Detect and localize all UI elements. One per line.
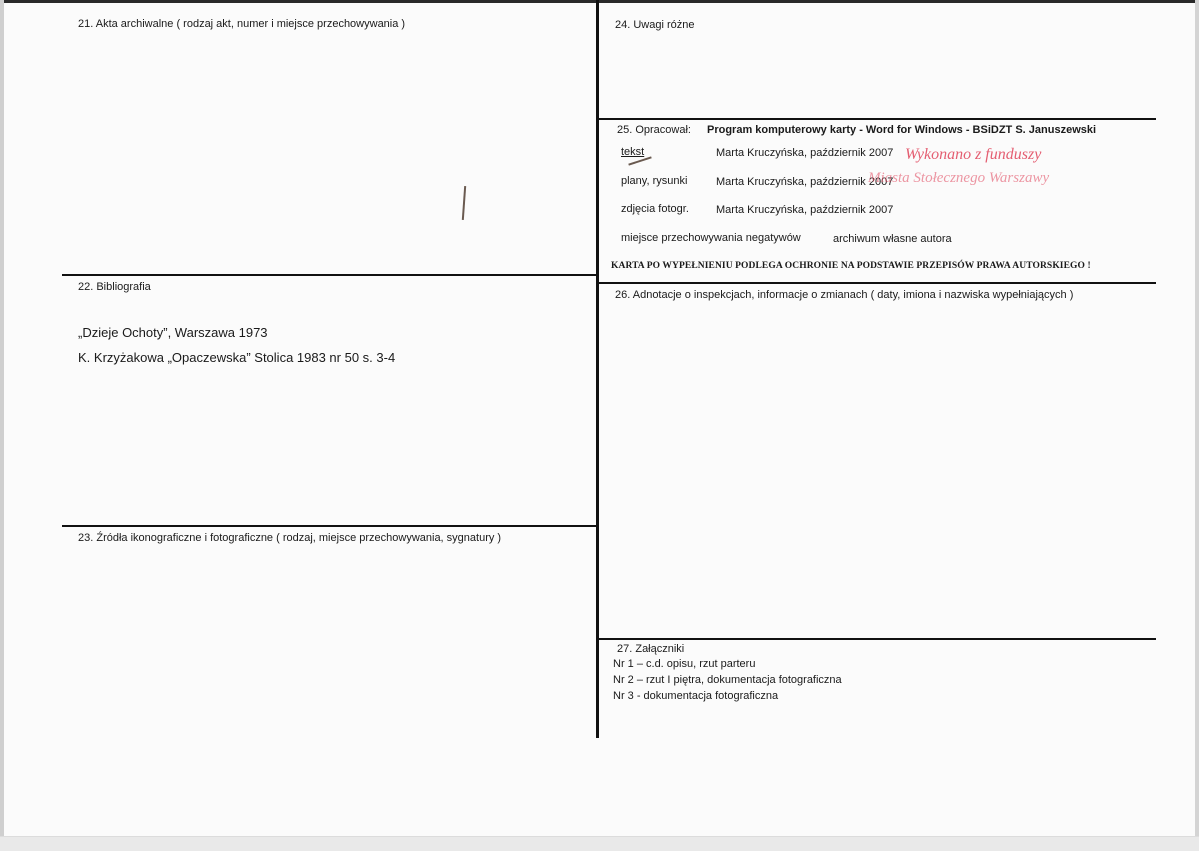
scan-edge-top: [0, 0, 1199, 3]
funding-stamp-line2: Miasta Stołecznego Warszawy: [868, 170, 1050, 186]
attachment-item-2: Nr 2 – rzut I piętra, dokumentacja fotograficzna: [613, 674, 842, 686]
bibliography-entry-1: „Dzieje Ochoty”, Warszawa 1973: [78, 325, 268, 340]
pen-mark: [462, 186, 466, 220]
divider-26-27: [599, 638, 1156, 640]
program-credit: Program komputerowy karty - Word for Windows - BSiDZT S. Januszewski: [707, 124, 1097, 136]
divider-24-25: [599, 118, 1156, 120]
row-label-zdjecia: zdjęcia fotogr.: [621, 203, 689, 215]
section-26-title: 26. Adnotacje o inspekcjach, informacje o zmianach ( daty, imiona i nazwiska wypełniających ): [615, 289, 1074, 301]
row-value-zdjecia: Marta Kruczyńska, październik 2007: [716, 204, 894, 216]
section-21-title: 21. Akta archiwalne ( rodzaj akt, numer i miejsce przechowywania ): [78, 18, 406, 30]
row-label-tekst: tekst: [621, 146, 645, 158]
row-value-plany: Marta Kruczyńska, październik 2007: [716, 176, 894, 188]
negatives-value: archiwum własne autora: [833, 233, 952, 245]
attachment-item-3: Nr 3 - dokumentacja fotograficzna: [613, 690, 779, 702]
scan-edge-bottom: [0, 836, 1199, 851]
copyright-notice: KARTA PO WYPEŁNIENIU PODLEGA OCHRONIE NA PODSTAWIE PRZEPISÓW PRAWA AUTORSKIEGO !: [611, 261, 1091, 271]
bibliography-entry-2: K. Krzyżakowa „Opaczewska” Stolica 1983 nr 50 s. 3-4: [78, 350, 396, 365]
divider-21-22: [62, 274, 597, 276]
row-label-plany: plany, rysunki: [621, 175, 688, 187]
center-divider: [596, 0, 599, 738]
section-24-title: 24. Uwagi różne: [615, 19, 695, 31]
attachment-item-1: Nr 1 – c.d. opisu, rzut parteru: [613, 658, 756, 670]
scan-edge-right: [1195, 0, 1199, 851]
section-23-title: 23. Źródła ikonograficzne i fotograficzne ( rodzaj, miejsce przechowywania, sygnatury ): [78, 532, 502, 544]
negatives-label: miejsce przechowywania negatywów: [621, 232, 801, 244]
divider-25-26: [599, 282, 1156, 284]
section-22-title: 22. Bibliografia: [78, 281, 151, 293]
funding-stamp-line1: Wykonano z funduszy: [905, 146, 1042, 163]
scan-edge-left: [0, 0, 4, 851]
section-25-label: 25. Opracował:: [617, 124, 691, 136]
divider-22-23: [62, 525, 597, 527]
row-value-tekst: Marta Kruczyńska, październik 2007: [716, 147, 894, 159]
section-27-title: 27. Załączniki: [617, 643, 685, 655]
